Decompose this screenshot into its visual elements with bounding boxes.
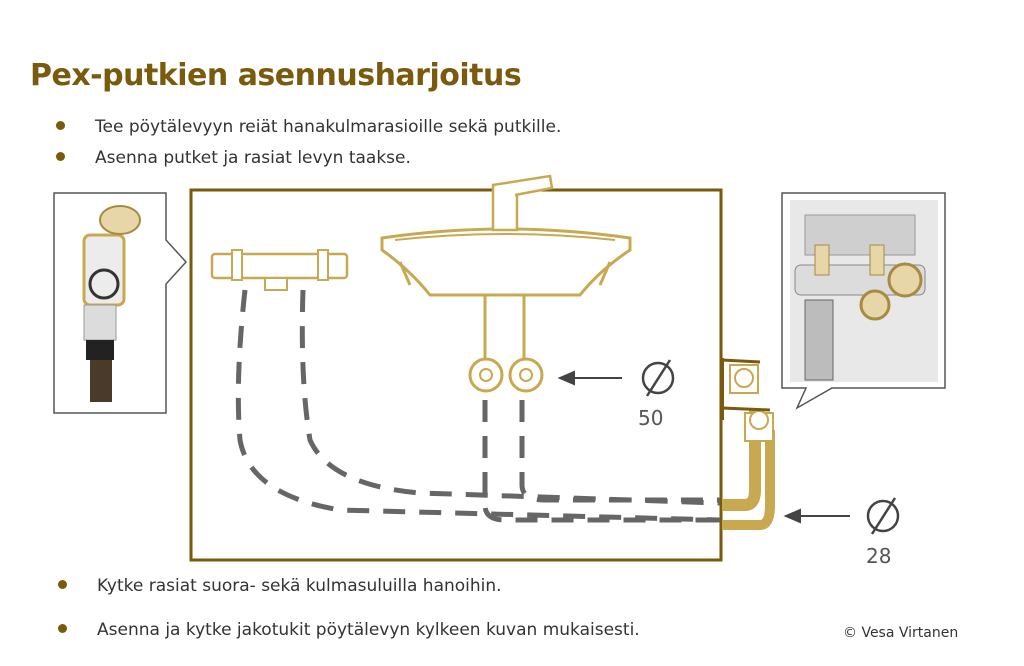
left-callout (54, 193, 186, 413)
bullet-text: Tee pöytälevyyn reiät hanakulmarasioille sekä putkille. (95, 117, 562, 137)
dimension-label-50: 50 (638, 406, 664, 430)
right-callout (782, 193, 945, 408)
bullet-text: Kytke rasiat suora- sekä kulmasuluilla hanoihin. (97, 576, 502, 596)
bullet-item-3 (58, 576, 502, 596)
copyright-text: © Vesa Virtanen (843, 625, 959, 641)
bullet-item-4 (58, 620, 640, 640)
side-manifold-icon (722, 358, 773, 525)
wall-box-right-icon (510, 359, 542, 391)
wall-box-left-icon (470, 359, 502, 391)
dimension-label-28: 28 (866, 544, 892, 568)
bullet-dot (58, 580, 67, 589)
bullet-text: Asenna putket ja rasiat levyn taakse. (95, 148, 411, 168)
slide-title: Pex-putkien asennusharjoitus (30, 58, 522, 93)
bullet-text: Asenna ja kytke jakotukit pöytälevyn kylkeen kuvan mukaisesti. (97, 620, 640, 640)
bullet-dot (58, 624, 67, 633)
